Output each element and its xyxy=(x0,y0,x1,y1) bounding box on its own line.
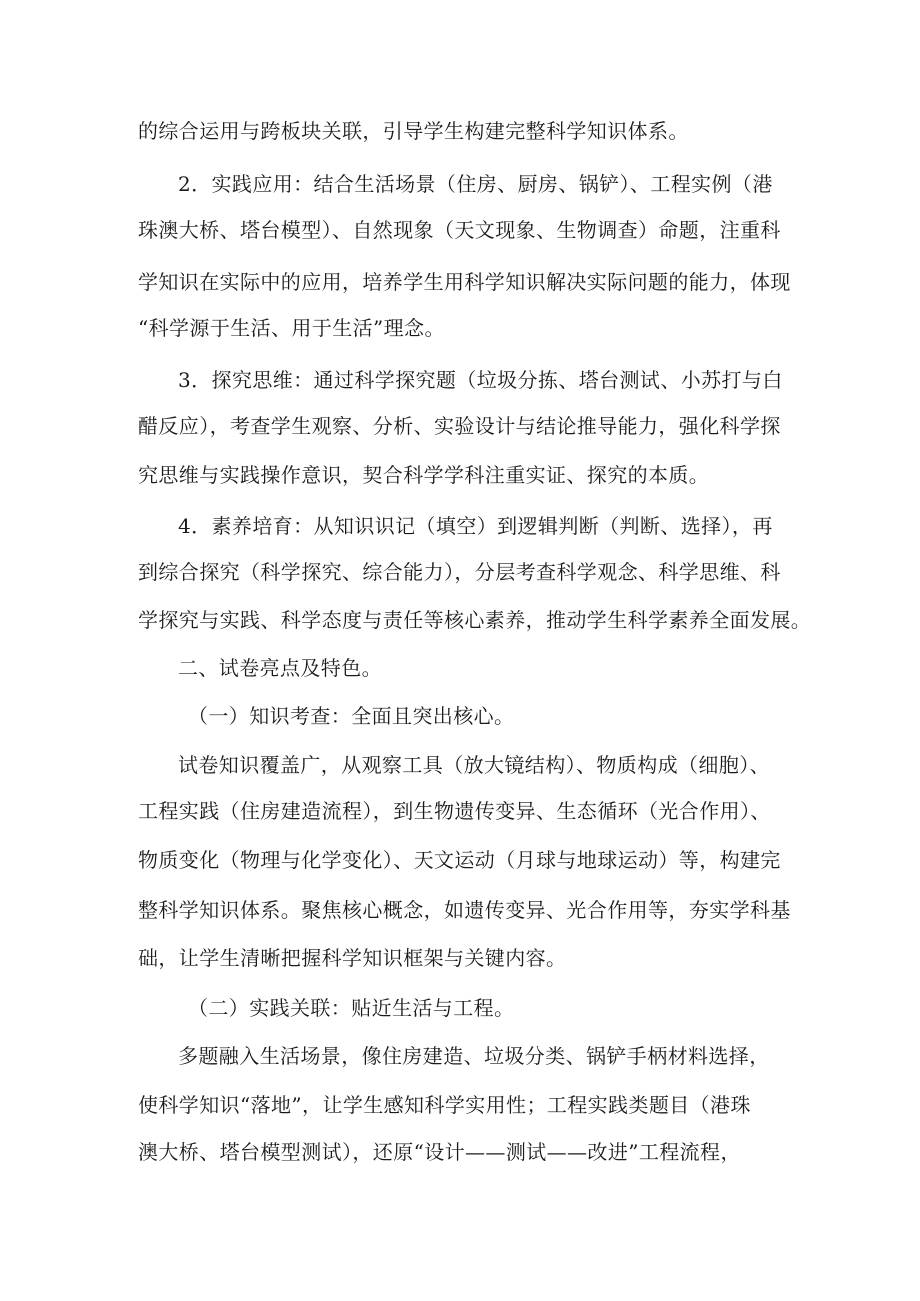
text-line: 的综合运用与跨板块关联，引导学生构建完整科学知识体系。 xyxy=(138,119,689,143)
text-line: 整科学知识体系。聚焦核心概念，如遗传变异、光合作用等，夯实学科基 xyxy=(138,898,791,922)
item-3-heading-line: 3．探究思维：通过科学探究题（垃圾分拣、塔台测试、小苏打与白 xyxy=(178,368,783,392)
item-4-heading-line: 4．素养培育：从知识识记（填空）到逻辑判断（判断、选择），再 xyxy=(178,514,773,538)
text-line: 澳大桥、塔台模型测试），还原“设计——测试——改进”工程流程， xyxy=(138,1140,741,1164)
text-line: 学探究与实践、科学态度与责任等核心素养，推动学生科学素养全面发展。 xyxy=(138,608,812,632)
item-2-heading-line: 2．实践应用：结合生活场景（住房、厨房、锅铲）、工程实例（港 xyxy=(178,172,773,196)
text-line: 工程实践（住房建造流程），到生物遗传变异、生态循环（光合作用）、 xyxy=(138,799,771,823)
subsection-heading-2: （二）实践关联：贴近生活与工程。 xyxy=(188,996,515,1020)
text-line: 究思维与实践操作意识，契合科学学科注重实证、探究的本质。 xyxy=(138,463,710,487)
paragraph-line: 多题融入生活场景，像住房建造、垃圾分类、锅铲手柄材料选择， xyxy=(178,1044,770,1068)
text-line: 物质变化（物理与化学变化）、天文运动（月球与地球运动）等，构建完 xyxy=(138,848,781,872)
text-line: 础，让学生清晰把握科学知识框架与关键内容。 xyxy=(138,946,567,970)
text-line: 珠澳大桥、塔台模型）、自然现象（天文现象、生物调查）命题，注重科 xyxy=(138,218,781,242)
text-line: 学知识在实际中的应用，培养学生用科学知识解决实际问题的能力，体现 xyxy=(138,270,791,294)
section-heading: 二、试卷亮点及特色。 xyxy=(178,656,382,680)
text-line: 到综合探究（科学探究、综合能力），分层考查科学观念、科学思维、科 xyxy=(138,560,781,584)
text-line: 醋反应），考查学生观察、分析、实验设计与结论推导能力，强化科学探 xyxy=(138,414,781,438)
text-line: “科学源于生活、用于生活”理念。 xyxy=(138,316,445,340)
text-line: 使科学知识“落地”，让学生感知科学实用性；工程实践类题目（港珠 xyxy=(138,1093,751,1117)
subsection-heading-1: （一）知识考查：全面且突出核心。 xyxy=(188,704,515,728)
paragraph-line: 试卷知识覆盖广，从观察工具（放大镜结构）、物质构成（细胞）、 xyxy=(178,753,770,777)
